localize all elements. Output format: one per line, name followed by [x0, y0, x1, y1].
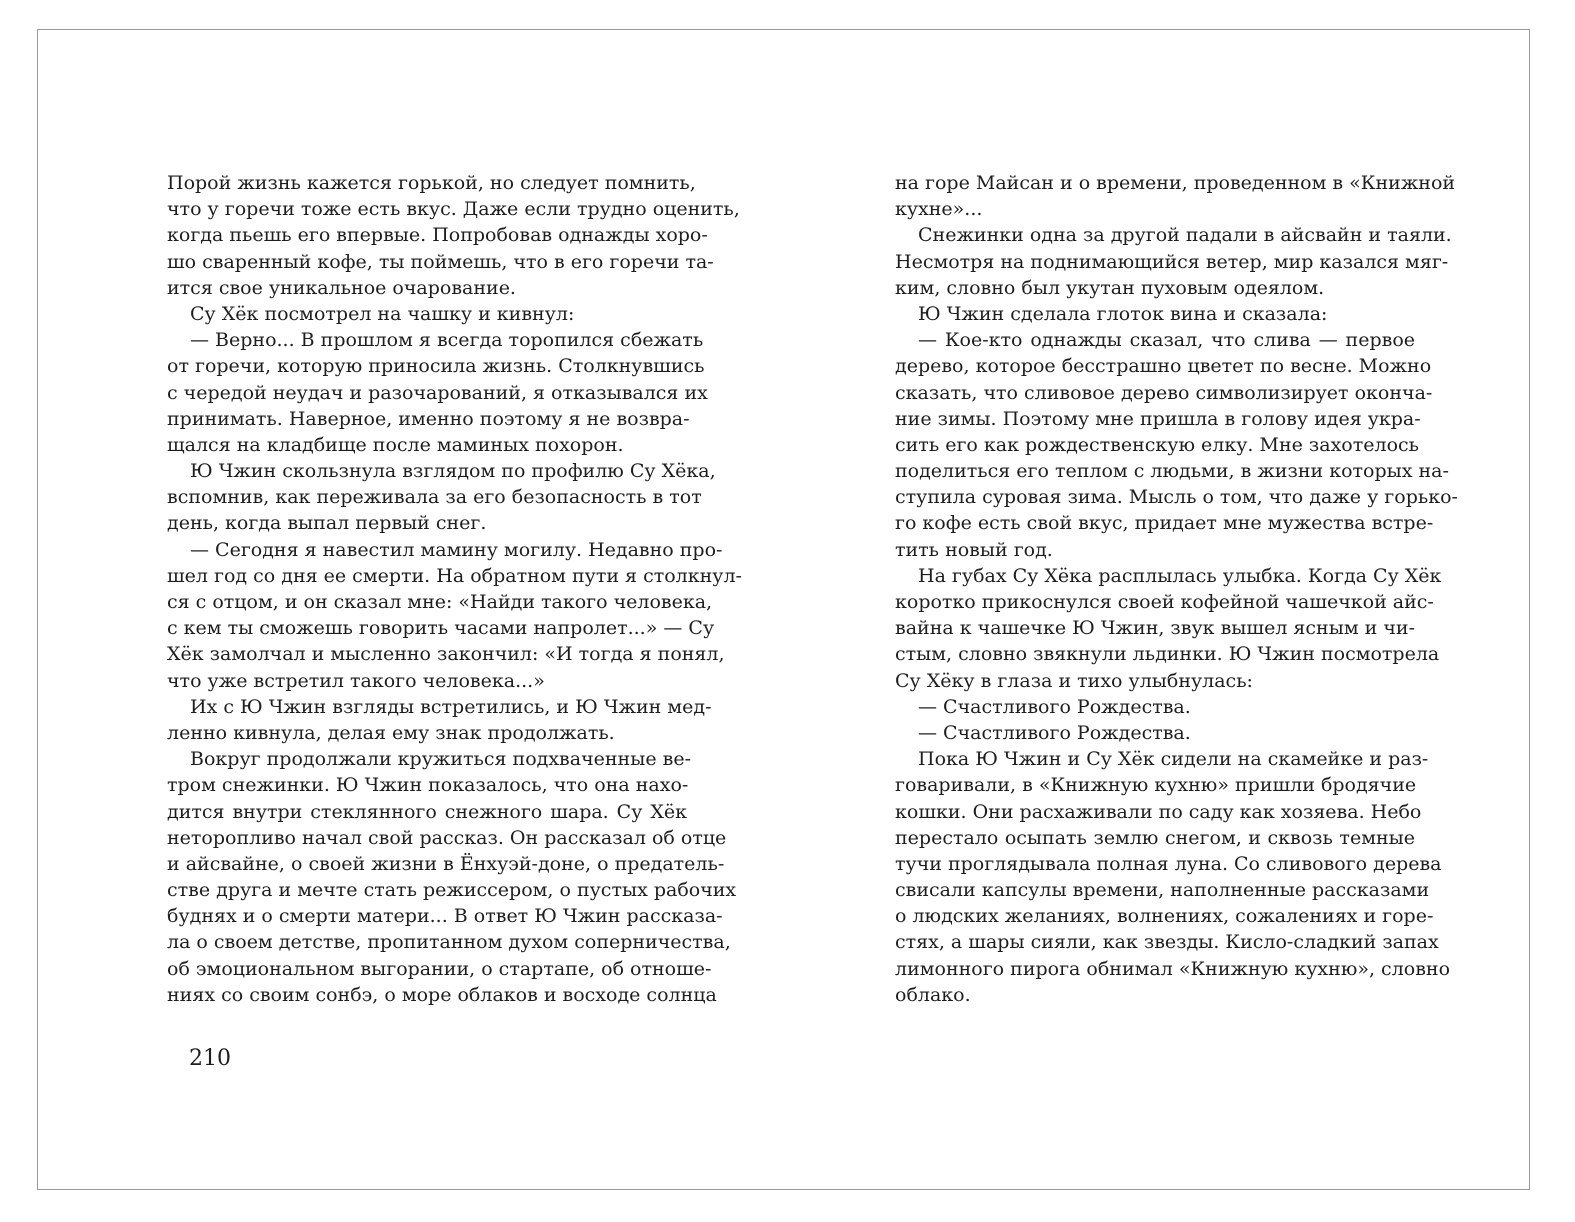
text-line: дерево, которое бесстрашно цветет по весне. Можно: [895, 355, 1432, 378]
text-line: ла о своем детстве, пропитанном духом соперничества,: [167, 931, 731, 954]
text-line: кухне»...: [895, 198, 983, 221]
text-line: поделиться его теплом с людьми, в жизни которых на-: [895, 460, 1449, 483]
text-line: вспомнив, как переживала за его безопасность в тот: [167, 486, 702, 509]
text-line: с кем ты сможешь говорить часами напролет...» — Су: [167, 617, 715, 640]
text-line: кошки. Они расхаживали по саду как хозяева. Небо: [895, 800, 1422, 823]
text-line: сказать, что сливовое дерево символизирует оконча-: [895, 381, 1433, 404]
text-line: ится свое уникальное очарование.: [167, 276, 516, 299]
text-line: — Счастливого Рождества.: [918, 721, 1191, 744]
text-line: с чередой неудач и разочарований, я отказывался их: [167, 381, 708, 404]
text-line: тить новый год.: [895, 538, 1053, 561]
text-line: — Счастливого Рождества.: [918, 695, 1191, 718]
text-line: — Кое-кто однажды сказал, что слива — первое: [918, 329, 1415, 352]
text-line: свисали капсулы времени, наполненные рассказами: [895, 879, 1430, 902]
right-page-text: [895, 170, 1458, 1008]
text-line: На губах Су Хёка расплылась улыбка. Когда Су Хёк: [918, 564, 1442, 587]
text-line: сить его как рождественскую елку. Мне захотелось: [895, 433, 1419, 456]
text-line: Су Хёк посмотрел на чашку и кивнул:: [190, 302, 575, 325]
text-line: — Сегодня я навестил мамину могилу. Недавно про-: [190, 538, 723, 561]
text-line: Порой жизнь кажется горькой, но следует помнить,: [167, 172, 696, 194]
text-line: вайна к чашечке Ю Чжин, звук вышел ясным и чи-: [895, 617, 1416, 640]
text-line: Су Хёку в глаза и тихо улыбнулась:: [895, 669, 1253, 692]
text-line: неторопливо начал свой рассказ. Он рассказал об отце: [167, 826, 727, 849]
text-line: — Верно... В прошлом я всегда торопился сбежать: [190, 329, 704, 352]
text-line: стве друга и мечте стать режиссером, о пустых рабочих: [167, 879, 737, 902]
text-line: Их с Ю Чжин взгляды встретились, и Ю Чжин мед-: [190, 695, 712, 718]
text-line: на горе Майсан и о времени, проведенном в «Книжной: [895, 172, 1456, 194]
text-line: дится внутри стеклянного снежного шара. Су Хёк: [167, 800, 687, 823]
text-line: тучи проглядывала полная луна. Со сливового дерева: [895, 852, 1442, 875]
text-line: о людских желаниях, волнениях, сожалениях и горе-: [895, 905, 1434, 928]
text-line: облако.: [895, 983, 971, 1006]
text-line: шо сваренный кофе, ты поймешь, что в его горечи та-: [167, 250, 714, 273]
text-line: что уже встретил такого человека...»: [167, 669, 545, 692]
text-line: ступила суровая зима. Мысль о том, что даже у горько-: [895, 486, 1458, 509]
text-line: лимонного пирога обнимал «Книжную кухню», словно: [895, 957, 1451, 980]
text-line: коротко прикоснулся своей кофейной чашечкой айс-: [895, 591, 1434, 613]
text-line: и айсвайне, о своей жизни в Ёнхуэй-доне, о предатель-: [167, 852, 725, 875]
text-line: Ю Чжин сделала глоток вина и сказала:: [918, 302, 1328, 325]
text-line: ниях со своим сонбэ, о море облаков и восходе солнца: [167, 983, 717, 1006]
left-page-text: [167, 170, 742, 1008]
text-line: Хёк замолчал и мысленно закончил: «И тогда я понял,: [167, 643, 725, 666]
text-line: стым, словно звякнули льдинки. Ю Чжин посмотрела: [895, 643, 1440, 666]
text-line: когда пьешь его впервые. Попробовав однажды хоро-: [167, 224, 708, 247]
text-line: об эмоциональном выгорании, о стартапе, об отноше-: [167, 957, 712, 980]
text-line: ние зимы. Поэтому мне пришла в голову идея укра-: [895, 407, 1421, 430]
text-line: принимать. Наверное, именно поэтому я не возвра-: [167, 407, 690, 430]
text-line: Снежинки одна за другой падали в айсвайн и таяли.: [918, 224, 1452, 247]
text-line: от горечи, которую приносила жизнь. Столкнувшись: [167, 355, 705, 378]
text-line: ся с отцом, и он сказал мне: «Найди такого человека,: [167, 591, 713, 613]
text-line: стях, а шары сияли, как звезды. Кисло-сладкий запах: [895, 931, 1439, 954]
text-line: Вокруг продолжали кружиться подхваченные ве-: [190, 748, 691, 771]
text-line: день, когда выпал первый снег.: [167, 512, 487, 535]
text-line: говаривали, в «Книжную кухню» пришли бродячие: [895, 774, 1417, 797]
text-line: щался на кладбище после маминых похорон.: [167, 433, 624, 456]
text-line: шел год со дня ее смерти. На обратном пути я столкнул-: [167, 564, 742, 587]
text-line: буднях и о смерти матери... В ответ Ю Чжин рассказа-: [167, 905, 723, 928]
text-line: Несмотря на поднимающийся ветер, мир казался мяг-: [895, 250, 1449, 273]
text-line: го кофе есть свой вкус, придает мне мужества встре-: [895, 512, 1434, 535]
text-line: ленно кивнула, делая ему знак продолжать.: [167, 721, 615, 744]
text-line: Пока Ю Чжин и Су Хёк сидели на скамейке и раз-: [918, 748, 1429, 771]
text-line: ким, словно был укутан пуховым одеялом.: [895, 276, 1325, 299]
text-line: что у горечи тоже есть вкус. Даже если трудно оценить,: [167, 198, 740, 221]
page-number: 210: [189, 1046, 231, 1071]
text-line: тром снежинки. Ю Чжин показалось, что она нахо-: [167, 774, 689, 797]
text-line: перестало осыпать землю снегом, и сквозь темные: [895, 826, 1415, 849]
text-line: Ю Чжин скользнула взглядом по профилю Су Хёка,: [190, 460, 716, 483]
